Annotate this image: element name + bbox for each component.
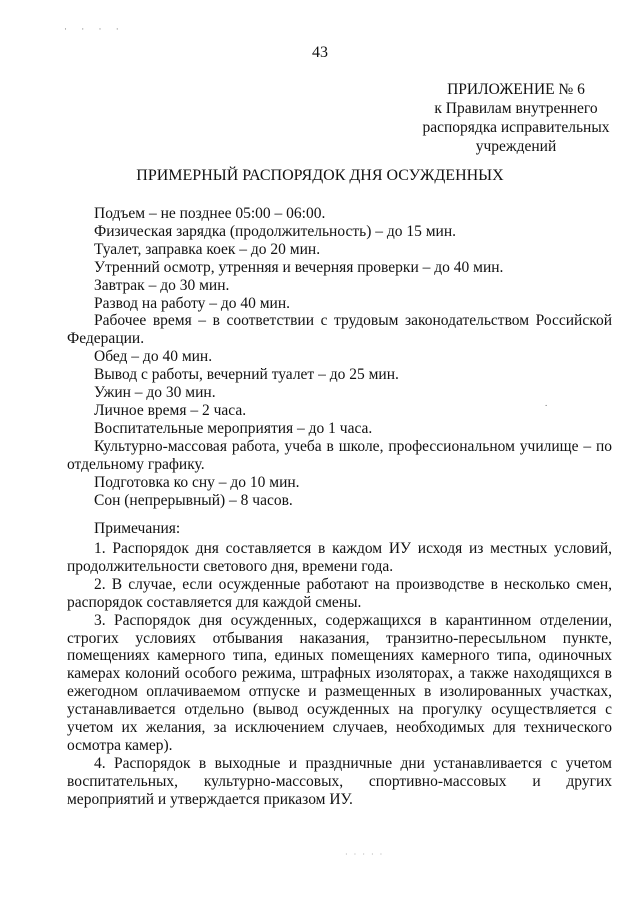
schedule-list bbox=[67, 205, 612, 509]
note-item: 2. В случае, если осужденные работают на производстве в несколько смен, распорядок составляется для каждой смены. bbox=[67, 575, 612, 611]
appendix-line: учреждений bbox=[475, 138, 557, 155]
schedule-item: Туалет, заправка коек – до 20 мин. bbox=[94, 240, 321, 258]
schedule-item: Ужин – до 30 мин. bbox=[94, 384, 216, 402]
schedule-item: Подъем – не позднее 05:00 – 06:00. bbox=[94, 205, 326, 222]
note-item: 1. Распорядок дня составляется в каждом ИУ исходя из местных условий, продолжительности светового дня, времени года. bbox=[67, 540, 612, 575]
schedule-item: Воспитательные мероприятия – до 1 часа. bbox=[94, 419, 373, 437]
schedule-item: Завтрак – до 30 мин. bbox=[94, 276, 230, 294]
appendix-line: распорядка исправительных bbox=[422, 119, 610, 136]
page-number: 43 bbox=[312, 44, 328, 61]
notes-list bbox=[67, 540, 612, 809]
notes-title: Примечания: bbox=[94, 520, 181, 537]
schedule-item: Утренний осмотр, утренняя и вечерняя проверки – до 40 мин. bbox=[94, 258, 504, 276]
note-item: 3. Распорядок дня осужденных, содержащихся в карантинном отделении, строгих условиях отбывания наказания, транзитно-пересыльном пункте, помещениях камерного типа, единых помещениях камерного типа, одиночных камерах колоний особого режима, штрафных изоляторах, а также находящихся в ежегодном оплачиваемом отпуске и размещенных в изолированных участках, устанавливается отдельно (вывод осужденных на прогулку осуществляется с учетом их желания, за исключением случаев, необходимых для технического осмотра камер). bbox=[67, 611, 612, 754]
schedule-item: Вывод с работы, вечерний туалет – до 25 мин. bbox=[94, 366, 399, 384]
schedule-item: Рабочее время – в соответствии с трудовым законодательством Российской Федерации. bbox=[67, 312, 612, 348]
schedule-item: Развод на работу – до 40 мин. bbox=[94, 294, 290, 312]
document-title: ПРИМЕРНЫЙ РАСПОРЯДОК ДНЯ ОСУЖДЕННЫХ bbox=[136, 167, 504, 184]
note-item: 4. Распорядок в выходные и праздничные дни устанавливается с учетом воспитательных, культурно-массовых, спортивно-массовых и других мероприятий и утверждается приказом ИУ. bbox=[67, 754, 612, 808]
appendix-header bbox=[400, 80, 632, 156]
schedule-item: Физическая зарядка (продолжительность) – до 15 мин. bbox=[94, 222, 457, 240]
appendix-line: к Правилам внутреннего bbox=[434, 100, 598, 117]
schedule-item: Обед – до 40 мин. bbox=[94, 348, 213, 366]
scan-artifact: · · · · · bbox=[345, 850, 385, 859]
schedule-item: Личное время – 2 часа. bbox=[94, 401, 247, 419]
schedule-item: Культурно-массовая работа, учеба в школе, профессиональном училище – по отдельному графику. bbox=[67, 437, 612, 473]
scan-specks: · · · · bbox=[64, 24, 125, 34]
appendix-title: ПРИЛОЖЕНИЕ № 6 bbox=[447, 81, 585, 98]
schedule-item: Сон (непрерывный) – 8 часов. bbox=[94, 491, 293, 509]
scan-dot: . bbox=[545, 398, 548, 408]
schedule-item: Подготовка ко сну – до 10 мин. bbox=[94, 473, 300, 491]
